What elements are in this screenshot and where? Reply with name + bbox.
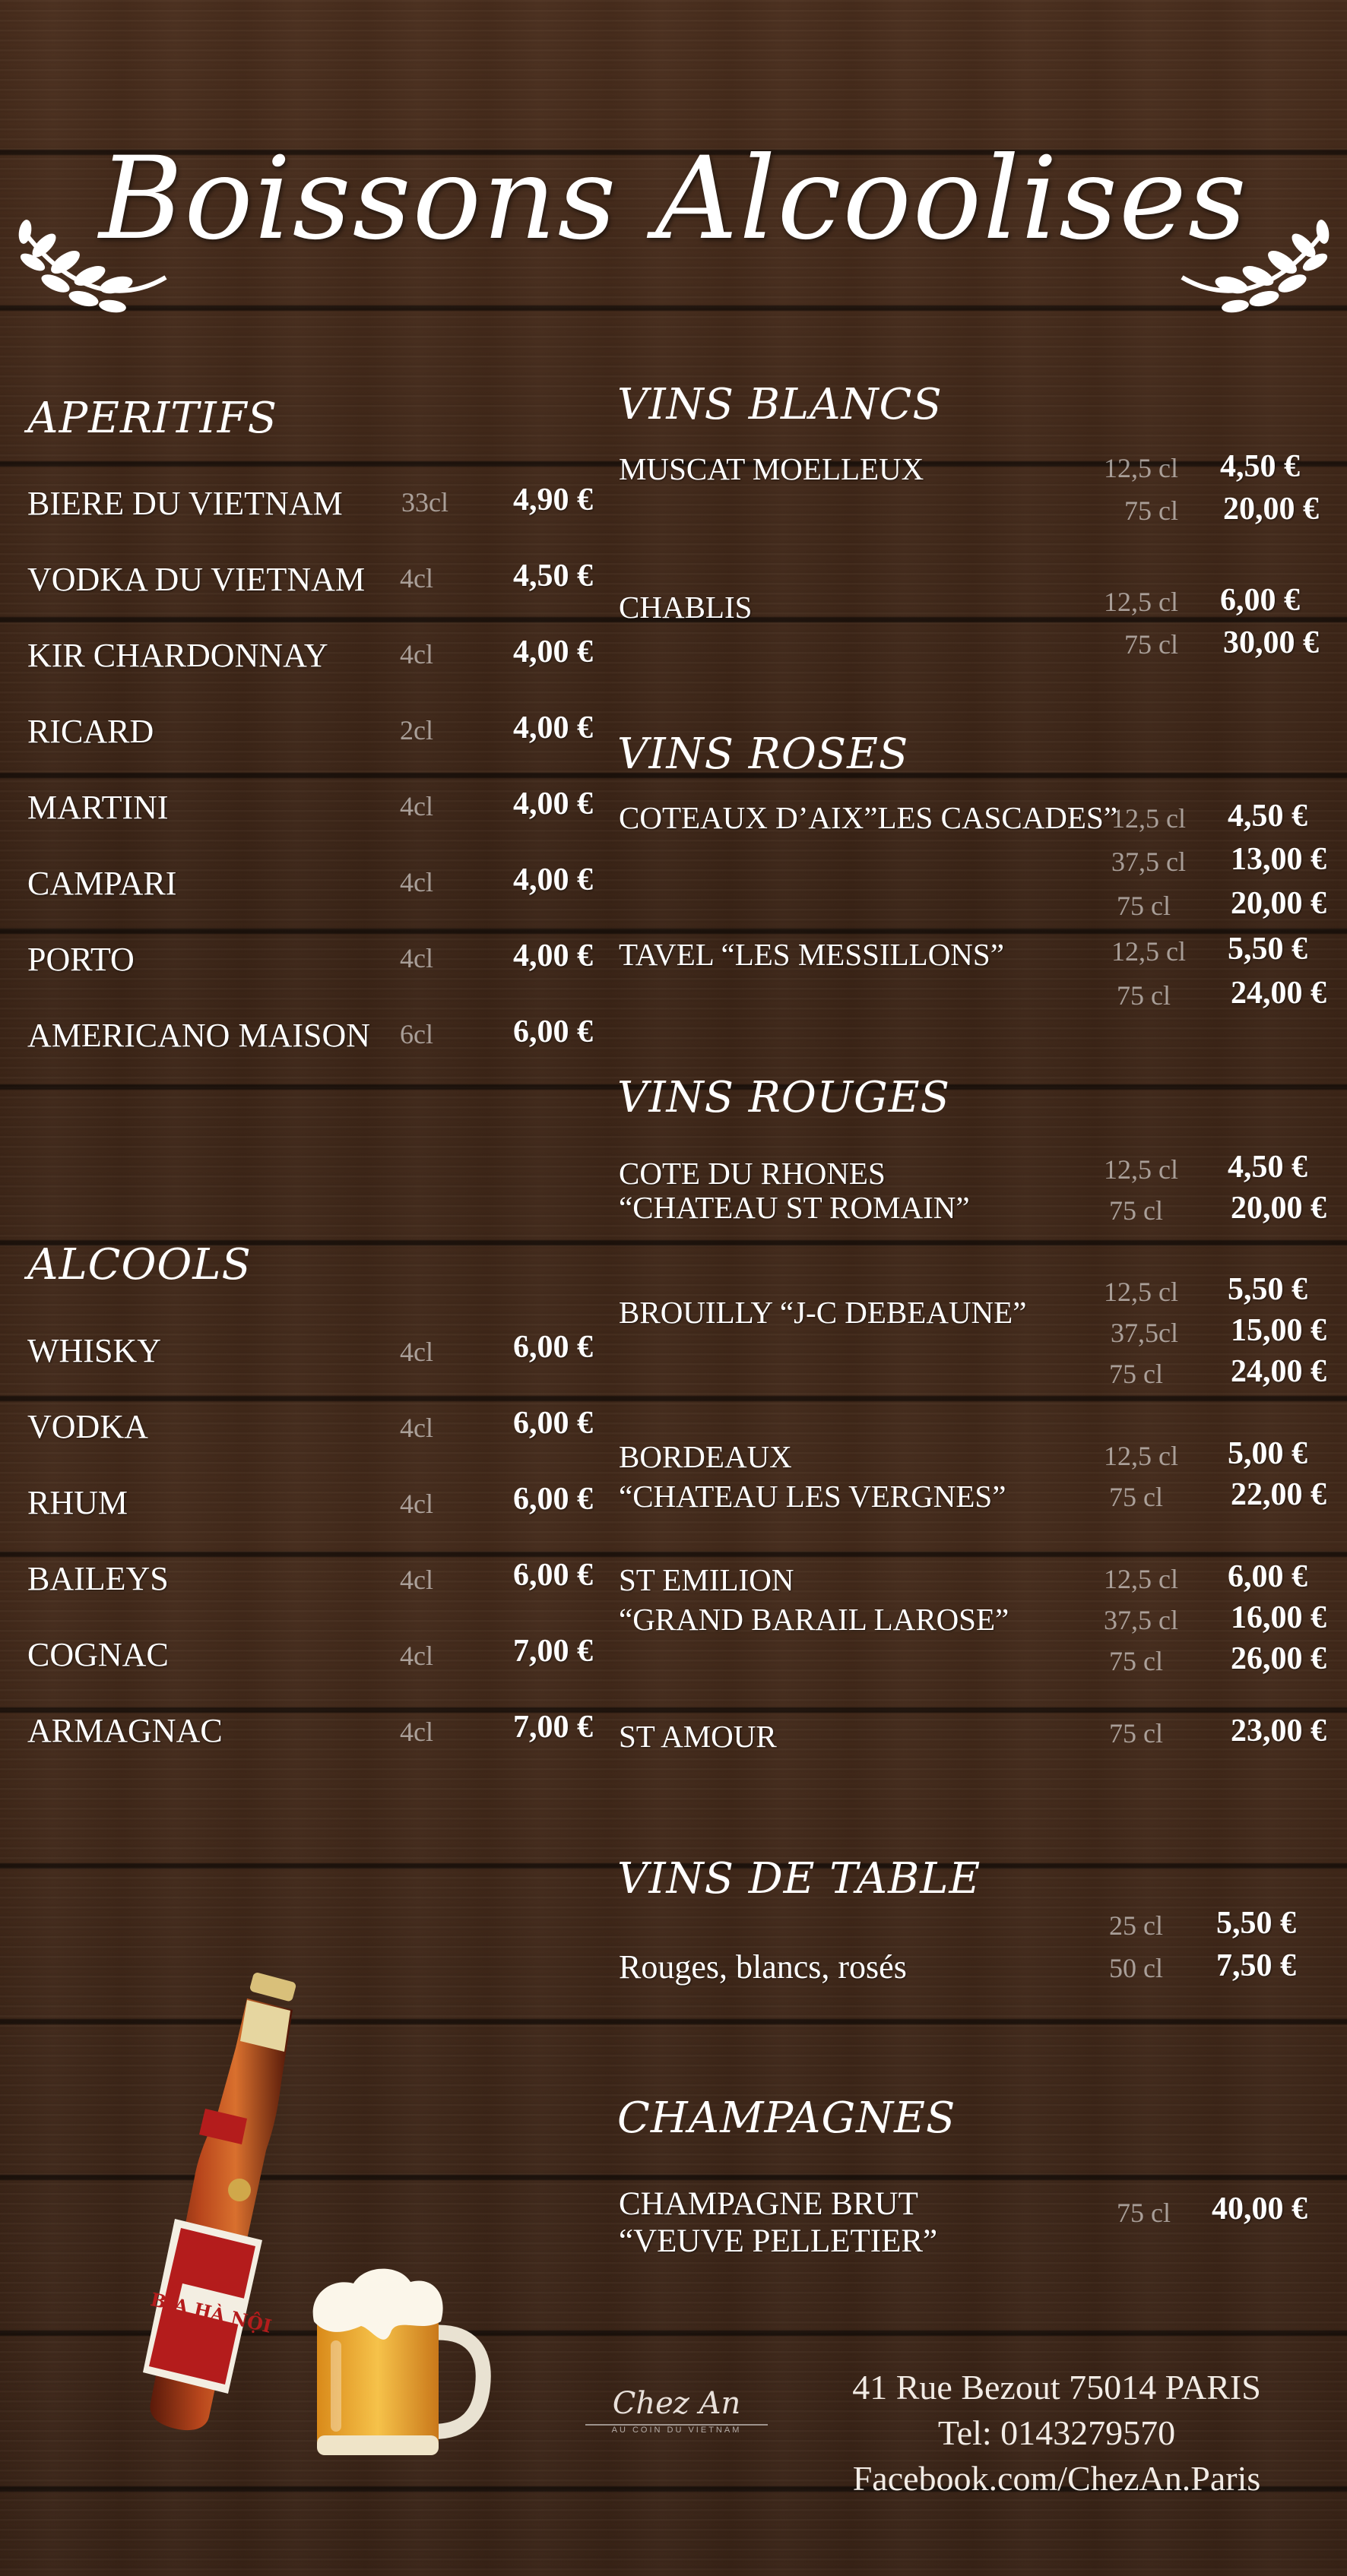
item-volume: 75 cl <box>1117 2198 1171 2228</box>
page-title: Boissons Alcoolises <box>99 133 1248 265</box>
item-volume: 4cl <box>400 563 433 593</box>
item-price: 4,90 € <box>513 483 593 517</box>
footer-facebook-link[interactable]: Facebook.com/ChezAn.Paris <box>852 2459 1261 2498</box>
item-name: KIR CHARDONNAY <box>27 637 328 674</box>
item-name: Rouges, blancs, rosés <box>619 1948 907 1986</box>
item-name: PORTO <box>27 941 135 978</box>
item-volume: 50 cl <box>1109 1953 1163 1983</box>
section-title-vins-rouges: VINS ROUGES <box>617 1073 950 1122</box>
item-price: 6,00 € <box>1228 1559 1307 1594</box>
item-price: 6,00 € <box>513 1330 593 1365</box>
item-name: MARTINI <box>27 789 169 826</box>
item-name-line2: “VEUVE PELLETIER” <box>619 2223 938 2259</box>
item-volume: 4cl <box>400 1489 433 1519</box>
chez-an-logo <box>578 2386 775 2435</box>
item-volume: 4cl <box>400 791 433 821</box>
item-price: 5,00 € <box>1228 1436 1307 1471</box>
item-name: AMERICANO MAISON <box>27 1017 371 1054</box>
item-price: 6,00 € <box>513 1558 593 1593</box>
item-volume: 12,5 cl <box>1111 936 1186 967</box>
item-name: BAILEYS <box>27 1560 169 1597</box>
item-price: 20,00 € <box>1231 1191 1326 1226</box>
item-price: 20,00 € <box>1231 886 1326 921</box>
item-name: CAMPARI <box>27 865 177 902</box>
item-volume: 37,5 cl <box>1104 1605 1178 1635</box>
item-volume: 12,5 cl <box>1104 453 1178 483</box>
item-price: 4,50 € <box>1220 449 1300 484</box>
item-name: VODKA <box>27 1408 148 1445</box>
item-price: 40,00 € <box>1212 2191 1307 2226</box>
section-title-vins-blancs: VINS BLANCS <box>617 380 943 429</box>
item-price: 4,00 € <box>513 786 593 821</box>
footer-address: 41 Rue Bezout 75014 PARIS <box>852 2368 1261 2407</box>
item-price: 7,00 € <box>513 1710 593 1745</box>
item-volume: 12,5 cl <box>1104 1564 1178 1594</box>
item-volume: 75 cl <box>1109 1482 1163 1512</box>
item-name: COTEAUX D’AIX”LES CASCADES” <box>619 800 1117 835</box>
item-price: 4,00 € <box>513 862 593 897</box>
item-price: 5,50 € <box>1228 932 1307 967</box>
item-volume: 75 cl <box>1124 495 1178 526</box>
logo-text: Chez An <box>612 2386 741 2421</box>
item-price: 4,50 € <box>513 559 593 593</box>
beer-mug-illustration <box>308 2261 498 2466</box>
section-title-vins-de-table: VINS DE TABLE <box>617 1854 981 1904</box>
item-price: 6,00 € <box>513 1014 593 1049</box>
item-name: BROUILLY “J-C DEBEAUNE” <box>619 1295 1027 1330</box>
item-price: 13,00 € <box>1231 842 1326 877</box>
item-price: 6,00 € <box>513 1406 593 1441</box>
item-price: 5,50 € <box>1228 1272 1307 1307</box>
item-volume: 4cl <box>400 1565 433 1595</box>
item-price: 4,00 € <box>513 635 593 669</box>
item-volume: 75 cl <box>1109 1195 1163 1226</box>
item-volume: 12,5 cl <box>1104 1277 1178 1307</box>
item-price: 7,50 € <box>1216 1948 1296 1983</box>
item-name: COTE DU RHONES <box>619 1156 886 1191</box>
item-name: ARMAGNAC <box>27 1712 223 1749</box>
beer-label-text: BIA HÀ NỘI <box>148 2288 274 2337</box>
item-price: 4,00 € <box>513 938 593 973</box>
item-name: RICARD <box>27 713 154 750</box>
item-volume: 4cl <box>400 1337 433 1367</box>
item-volume: 75 cl <box>1109 1646 1163 1676</box>
item-name: TAVEL “LES MESSILLONS” <box>619 937 1004 972</box>
logo-subtext: AU COIN DU VIETNAM <box>611 2426 742 2435</box>
item-price: 20,00 € <box>1223 492 1319 527</box>
item-price: 23,00 € <box>1231 1714 1326 1748</box>
item-volume: 12,5 cl <box>1111 803 1186 834</box>
item-price: 24,00 € <box>1231 1354 1326 1389</box>
item-name-line2: “CHATEAU LES VERGNES” <box>619 1479 1006 1514</box>
item-volume: 4cl <box>400 1641 433 1671</box>
item-volume: 25 cl <box>1109 1910 1163 1941</box>
item-volume: 12,5 cl <box>1104 587 1178 617</box>
item-name: COGNAC <box>27 1636 169 1673</box>
item-price: 16,00 € <box>1231 1600 1326 1635</box>
section-title-alcools: ALCOOLS <box>27 1240 252 1290</box>
item-price: 4,00 € <box>513 710 593 745</box>
item-volume: 2cl <box>400 715 433 745</box>
section-title-champagnes: CHAMPAGNES <box>617 2093 956 2143</box>
item-volume: 37,5cl <box>1111 1318 1178 1348</box>
footer-phone: Tel: 0143279570 <box>937 2413 1176 2452</box>
item-name: RHUM <box>27 1484 128 1521</box>
item-name: ST EMILION <box>619 1562 794 1597</box>
item-volume: 4cl <box>400 943 433 973</box>
item-name: CHABLIS <box>619 590 753 625</box>
item-name: MUSCAT MOELLEUX <box>619 451 924 486</box>
item-volume: 12,5 cl <box>1104 1154 1178 1185</box>
item-volume: 4cl <box>400 867 433 897</box>
item-price: 15,00 € <box>1231 1313 1326 1348</box>
item-price: 4,50 € <box>1228 1150 1307 1185</box>
item-name: VODKA DU VIETNAM <box>27 561 366 598</box>
item-price: 6,00 € <box>513 1482 593 1517</box>
item-volume: 75 cl <box>1109 1718 1163 1748</box>
item-price: 30,00 € <box>1223 625 1319 660</box>
item-name: WHISKY <box>27 1332 161 1369</box>
item-volume: 4cl <box>400 1413 433 1443</box>
item-name-line2: “GRAND BARAIL LAROSE” <box>619 1602 1009 1637</box>
item-price: 26,00 € <box>1231 1641 1326 1676</box>
item-volume: 75 cl <box>1117 891 1171 921</box>
section-title-aperitifs: APERITIFS <box>27 394 277 443</box>
item-name: BORDEAUX <box>619 1439 792 1474</box>
item-price: 5,50 € <box>1216 1906 1296 1941</box>
item-name-line2: “CHATEAU ST ROMAIN” <box>619 1190 970 1225</box>
item-volume: 37,5 cl <box>1111 847 1186 877</box>
item-name: ST AMOUR <box>619 1719 777 1754</box>
item-name: CHAMPAGNE BRUT <box>619 2186 918 2222</box>
item-volume: 33cl <box>401 487 448 517</box>
beer-bottle-illustration <box>122 1968 319 2439</box>
item-volume: 75 cl <box>1109 1359 1163 1389</box>
item-price: 6,00 € <box>1220 583 1300 618</box>
item-price: 22,00 € <box>1231 1477 1326 1512</box>
item-volume: 75 cl <box>1117 980 1171 1011</box>
item-volume: 75 cl <box>1124 629 1178 660</box>
item-volume: 4cl <box>400 639 433 669</box>
item-price: 7,00 € <box>513 1634 593 1669</box>
item-volume: 12,5 cl <box>1104 1441 1178 1471</box>
item-price: 24,00 € <box>1231 976 1326 1011</box>
item-name: BIERE DU VIETNAM <box>27 485 343 522</box>
section-title-vins-roses: VINS ROSES <box>617 729 909 779</box>
item-price: 4,50 € <box>1228 799 1307 834</box>
item-volume: 6cl <box>400 1019 433 1049</box>
item-volume: 4cl <box>400 1717 433 1747</box>
